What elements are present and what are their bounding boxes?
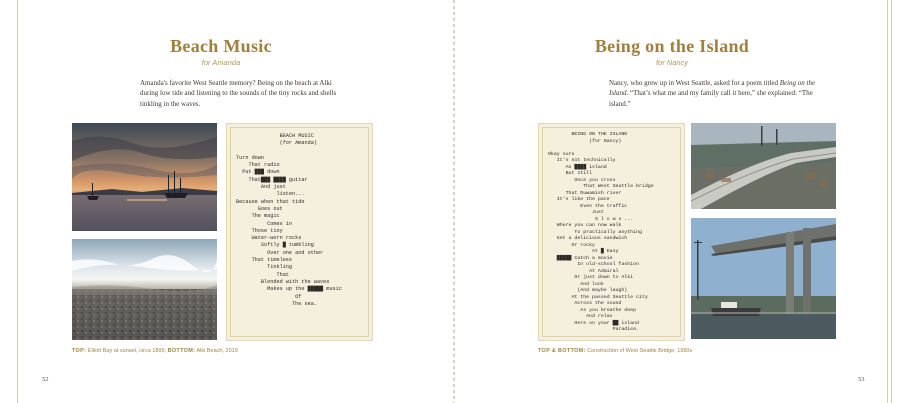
right-page-title: Being on the Island xyxy=(594,36,750,56)
beach-music-poem-line: Water-worn rocks xyxy=(236,235,302,242)
bridge-construction-bottom-photo xyxy=(691,218,836,339)
island-poem-line: But still xyxy=(548,171,593,176)
island-poem-line: S l o w s ... xyxy=(548,216,634,222)
right-intro-paragraph xyxy=(609,78,819,109)
island-poem-line: Get a delicious sandwich xyxy=(548,236,628,241)
beach-music-poem-line: That xyxy=(236,271,289,278)
island-poem-line: That Duwamish river xyxy=(548,190,622,196)
beach-music-poem-line: Makes up the █████ music xyxy=(236,286,342,293)
beach-music-poem-line: Turn down xyxy=(236,154,265,161)
beach-music-poem-line: Over one and other xyxy=(236,249,324,256)
island-poem-line: (for Nancy) xyxy=(548,138,622,144)
island-poem-line: In old-school fashion xyxy=(548,262,639,267)
beach-music-poem-line xyxy=(236,148,342,155)
island-poem-line: Just xyxy=(548,210,604,215)
intro-poem-title: Being on the Island xyxy=(609,79,816,98)
island-poem-line: Paradise. xyxy=(548,327,639,332)
island-poem-line: At Admiral xyxy=(548,268,619,274)
island-poem-line: (And maybe laugh) xyxy=(548,288,628,293)
sunset-bay-photo xyxy=(72,123,217,231)
right-page-number: 53 xyxy=(858,376,865,383)
island-poem-line: To practically anything xyxy=(548,229,642,235)
right-page-subtitle: for Nancy xyxy=(655,58,689,67)
beach-music-poem-line: Put ███ down xyxy=(236,169,280,176)
beach-music-poem-line: listen... xyxy=(236,191,305,198)
left-page xyxy=(0,0,453,403)
island-poem-line: And look xyxy=(548,281,604,287)
beach-music-poem-line: Those tiny xyxy=(236,227,283,234)
left-page-subtitle: for Amanda xyxy=(201,58,241,67)
beach-music-poem-line: Goes out xyxy=(236,205,283,212)
intro-text-start: Nancy, who grew up in West Seattle, asked for a poem titled xyxy=(609,79,780,87)
right-margin-rule-2 xyxy=(891,0,892,403)
beach-music-poem-line: (for Amanda) xyxy=(236,140,317,147)
alki-beach-image xyxy=(72,239,217,340)
bridge-construction-top-photo xyxy=(691,123,836,209)
caption-bottom-label: BOTTOM: xyxy=(167,348,196,354)
beach-music-poem-line: The magic xyxy=(236,213,280,220)
left-intro-paragraph: Amanda's favorite West Seattle memory? Being on the beach at Alki during low tide and listening to the sounds of the tiny rocks and shells tinkling in the waves. xyxy=(140,79,337,108)
island-poem-line: Or just down to Alki xyxy=(548,275,634,280)
bridge-span-image xyxy=(691,218,836,339)
left-margin-rule xyxy=(17,0,18,403)
beach-music-poem-line: That radio xyxy=(236,162,280,169)
island-poem-line: That West Seattle bridge xyxy=(548,184,654,189)
being-on-island-poem-text xyxy=(548,132,654,334)
caption-label: TOP & BOTTOM: xyxy=(538,348,586,354)
beach-music-poem-line: Blended with the waves xyxy=(236,278,330,285)
island-poem-line: An ████ island xyxy=(548,164,607,170)
island-poem-line: As you breathe deep xyxy=(548,307,637,313)
island-poem-line: It's like the pace xyxy=(548,197,610,202)
beach-music-poem-line: Softly █ tumbling xyxy=(236,242,314,249)
being-on-island-poem-card xyxy=(538,123,685,341)
beach-music-poem-card xyxy=(226,123,373,341)
beach-music-poem-line: The sea. xyxy=(236,300,317,307)
island-poem-line: BEING ON THE ISLAND xyxy=(548,132,628,137)
left-page-title: Beach Music xyxy=(170,36,272,56)
left-photo-caption xyxy=(72,348,238,354)
island-poem-line: Where you can now walk xyxy=(548,223,622,228)
left-page-number: 52 xyxy=(42,376,49,383)
island-poem-line: Here on your ██ island xyxy=(548,320,639,326)
intro-text-end: . “That’s what me and my family call it here,” she explained: “The island.” xyxy=(609,89,813,108)
beach-music-poem-text xyxy=(236,133,342,308)
beach-music-poem-line: Tinkling xyxy=(236,264,293,271)
caption-text: Construction of West Seattle Bridge, 1980s xyxy=(587,348,693,354)
beach-music-poem-line: Of xyxy=(236,293,302,300)
island-poem-line: Across the sound xyxy=(548,301,622,306)
island-poem-line: It's not technically xyxy=(548,158,616,163)
beach-music-poem-line: BEACH MUSIC xyxy=(236,133,314,139)
island-poem-line: Or rocky xyxy=(548,242,595,248)
island-poem-line: Once you cross xyxy=(548,177,616,183)
sunset-bay-image xyxy=(72,123,217,231)
alki-beach-photo xyxy=(72,239,217,340)
caption-top-label: TOP: xyxy=(72,348,87,354)
caption-top-text: Elliott Bay at sunset, circa 1895; xyxy=(87,348,167,354)
caption-bottom-text: Alki Beach, 2019 xyxy=(196,348,238,354)
beach-music-poem-line: That███ ████ guitar xyxy=(236,176,308,183)
right-page xyxy=(455,0,908,403)
right-margin-rule xyxy=(887,0,888,403)
beach-music-poem-line: Comes in xyxy=(236,220,293,227)
island-poem-line: Okay sure xyxy=(548,151,575,157)
beach-music-poem-line: And just xyxy=(236,184,286,191)
island-poem-line: And relax xyxy=(548,314,613,319)
island-poem-line: At the passed Seattle city xyxy=(548,294,648,300)
island-poem-line: █████ Catch a movie xyxy=(548,255,613,261)
right-photo-caption xyxy=(538,348,692,354)
beach-music-poem-line: That timeless xyxy=(236,257,293,264)
bridge-construction-aerial-image xyxy=(691,123,836,209)
island-poem-line: Even the traffic xyxy=(548,203,628,209)
island-poem-line: At █ Easy xyxy=(548,249,619,254)
beach-music-poem-line: Because when that tide xyxy=(236,198,305,205)
